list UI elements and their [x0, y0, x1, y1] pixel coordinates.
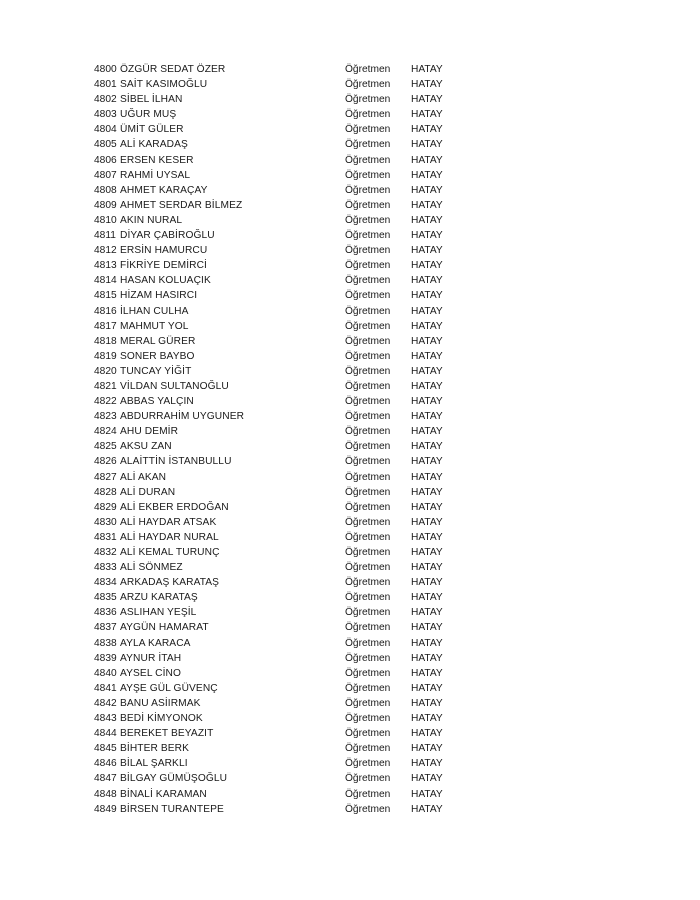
list-item	[94, 137, 454, 152]
person-city: HATAY	[411, 124, 443, 136]
list-item	[94, 620, 454, 635]
person-role: Öğretmen	[345, 622, 391, 634]
person-city: HATAY	[411, 305, 443, 317]
list-item	[94, 470, 454, 485]
person-role: Öğretmen	[345, 471, 391, 483]
person-name: BİLGAY GÜMÜŞOĞLU	[120, 773, 228, 785]
person-name: AKIN NURAL	[120, 214, 183, 226]
row-number: 4829	[94, 501, 117, 513]
person-role: Öğretmen	[345, 592, 391, 604]
list-item	[94, 92, 454, 107]
person-role: Öğretmen	[345, 124, 391, 136]
person-name: FİKRİYE DEMİRCİ	[120, 260, 207, 272]
list-item	[94, 560, 454, 575]
person-city: HATAY	[411, 350, 443, 362]
list-item	[94, 424, 454, 439]
row-number: 4812	[94, 245, 117, 257]
person-role: Öğretmen	[345, 516, 391, 528]
person-name: ABBAS YALÇIN	[120, 396, 194, 408]
list-item	[94, 530, 454, 545]
person-city: HATAY	[411, 773, 443, 785]
list-item	[94, 62, 454, 77]
person-role: Öğretmen	[345, 199, 391, 211]
row-number: 4825	[94, 441, 117, 453]
list-item	[94, 349, 454, 364]
person-role: Öğretmen	[345, 290, 391, 302]
row-number: 4823	[94, 411, 117, 423]
list-item	[94, 107, 454, 122]
row-number: 4804	[94, 124, 117, 136]
person-name: İLHAN CULHA	[120, 305, 189, 317]
person-city: HATAY	[411, 471, 443, 483]
row-number: 4817	[94, 320, 117, 332]
row-number: 4828	[94, 486, 117, 498]
row-number: 4816	[94, 305, 117, 317]
row-number: 4810	[94, 214, 117, 226]
person-name: ALİ AKAN	[120, 471, 167, 483]
person-role: Öğretmen	[345, 562, 391, 574]
row-number: 4849	[94, 803, 117, 815]
person-city: HATAY	[411, 667, 443, 679]
list-item	[94, 787, 454, 802]
person-role: Öğretmen	[345, 154, 391, 166]
row-number: 4807	[94, 169, 117, 181]
person-name: ALİ HAYDAR NURAL	[120, 531, 219, 543]
person-name: AKSU ZAN	[120, 441, 172, 453]
person-name: MAHMUT YOL	[120, 320, 189, 332]
person-name: SAİT KASIMOĞLU	[120, 79, 208, 91]
person-city: HATAY	[411, 245, 443, 257]
person-city: HATAY	[411, 411, 443, 423]
list-item	[94, 545, 454, 560]
list-item	[94, 726, 454, 741]
list-item	[94, 696, 454, 711]
list-item	[94, 666, 454, 681]
row-number: 4802	[94, 94, 117, 106]
row-number: 4805	[94, 139, 117, 151]
person-name: ÖZGÜR SEDAT ÖZER	[120, 64, 226, 75]
person-name: ALİ SÖNMEZ	[120, 562, 183, 574]
row-number: 4834	[94, 577, 117, 589]
person-city: HATAY	[411, 803, 443, 815]
person-role: Öğretmen	[345, 637, 391, 649]
row-number: 4803	[94, 109, 117, 121]
person-name: BANU ASİIRMAK	[120, 697, 201, 709]
list-item	[94, 364, 454, 379]
person-city: HATAY	[411, 426, 443, 438]
person-city: HATAY	[411, 501, 443, 513]
person-city: HATAY	[411, 486, 443, 498]
list-item	[94, 228, 454, 243]
person-role: Öğretmen	[345, 758, 391, 770]
row-number: 4843	[94, 713, 117, 725]
list-item	[94, 515, 454, 530]
list-item	[94, 651, 454, 666]
person-role: Öğretmen	[345, 260, 391, 272]
row-number: 4837	[94, 622, 117, 634]
list-item	[94, 756, 454, 771]
person-name: ALİ KEMAL TURUNÇ	[120, 547, 220, 558]
list-item	[94, 636, 454, 651]
person-city: HATAY	[411, 547, 443, 558]
person-name: AHMET KARAÇAY	[120, 184, 208, 196]
person-name: ALİ DURAN	[120, 486, 176, 498]
person-name: ERSİN HAMURCU	[120, 245, 208, 257]
list-item	[94, 605, 454, 620]
list-item	[94, 575, 454, 590]
person-role: Öğretmen	[345, 245, 391, 257]
list-item	[94, 590, 454, 605]
list-item	[94, 741, 454, 756]
row-number: 4838	[94, 637, 117, 649]
person-name: ALİ KARADAŞ	[120, 139, 188, 151]
row-number: 4811	[94, 230, 116, 242]
person-city: HATAY	[411, 335, 443, 347]
person-name: TUNCAY YİĞİT	[120, 365, 192, 377]
person-role: Öğretmen	[345, 365, 391, 377]
list-item	[94, 802, 454, 817]
list-item	[94, 409, 454, 424]
person-name: BEREKET BEYAZIT	[120, 728, 214, 740]
person-name: UĞUR MUŞ	[120, 109, 177, 121]
list-item	[94, 334, 454, 349]
person-role: Öğretmen	[345, 79, 391, 91]
row-number: 4819	[94, 350, 117, 362]
list-item	[94, 454, 454, 469]
person-city: HATAY	[411, 154, 443, 166]
person-role: Öğretmen	[345, 743, 391, 755]
list-item	[94, 485, 454, 500]
list-item	[94, 243, 454, 258]
person-role: Öğretmen	[345, 713, 391, 725]
row-number: 4845	[94, 743, 117, 755]
person-role: Öğretmen	[345, 788, 391, 800]
person-name: VİLDAN SULTANOĞLU	[120, 380, 229, 392]
person-city: HATAY	[411, 169, 443, 181]
person-role: Öğretmen	[345, 411, 391, 423]
person-role: Öğretmen	[345, 230, 391, 242]
person-city: HATAY	[411, 199, 443, 211]
person-name: AYGÜN HAMARAT	[120, 622, 209, 634]
person-city: HATAY	[411, 713, 443, 725]
list-item	[94, 273, 454, 288]
person-name: AYŞE GÜL GÜVENÇ	[120, 682, 218, 694]
list-item	[94, 379, 454, 394]
person-city: HATAY	[411, 260, 443, 272]
person-city: HATAY	[411, 562, 443, 574]
person-city: HATAY	[411, 109, 443, 121]
list-item	[94, 500, 454, 515]
person-name: AHU DEMİR	[120, 426, 179, 438]
person-name: SİBEL İLHAN	[120, 94, 183, 106]
person-role: Öğretmen	[345, 501, 391, 513]
person-city: HATAY	[411, 758, 443, 770]
row-number: 4827	[94, 471, 117, 483]
person-city: HATAY	[411, 531, 443, 543]
person-role: Öğretmen	[345, 350, 391, 362]
person-role: Öğretmen	[345, 607, 391, 619]
person-role: Öğretmen	[345, 441, 391, 453]
list-item	[94, 681, 454, 696]
row-number: 4814	[94, 275, 117, 287]
list-item	[94, 439, 454, 454]
person-city: HATAY	[411, 682, 443, 694]
row-number: 4831	[94, 531, 117, 543]
person-city: HATAY	[411, 607, 443, 619]
person-role: Öğretmen	[345, 456, 391, 468]
person-role: Öğretmen	[345, 547, 391, 558]
person-name: RAHMİ UYSAL	[120, 169, 191, 181]
person-city: HATAY	[411, 184, 443, 196]
person-city: HATAY	[411, 652, 443, 664]
row-number: 4821	[94, 380, 117, 392]
list-item	[94, 153, 454, 168]
row-number: 4835	[94, 592, 117, 604]
person-city: HATAY	[411, 290, 443, 302]
list-item	[94, 319, 454, 334]
person-name: ALİ EKBER ERDOĞAN	[120, 501, 229, 513]
person-role: Öğretmen	[345, 652, 391, 664]
person-role: Öğretmen	[345, 728, 391, 740]
list-item	[94, 168, 454, 183]
list-item	[94, 711, 454, 726]
row-number: 4846	[94, 758, 117, 770]
person-city: HATAY	[411, 230, 443, 242]
person-name: ASLIHAN YEŞİL	[120, 607, 197, 619]
person-name: ALİ HAYDAR ATSAK	[120, 516, 217, 528]
person-role: Öğretmen	[345, 335, 391, 347]
person-role: Öğretmen	[345, 380, 391, 392]
person-name: AHMET SERDAR BİLMEZ	[120, 199, 243, 211]
row-number: 4801	[94, 79, 117, 91]
person-city: HATAY	[411, 516, 443, 528]
person-name: BİHTER BERK	[120, 743, 190, 755]
person-city: HATAY	[411, 79, 443, 91]
person-name: DİYAR ÇABİROĞLU	[120, 230, 215, 242]
person-city: HATAY	[411, 456, 443, 468]
list-item	[94, 304, 454, 319]
person-city: HATAY	[411, 275, 443, 287]
row-number: 4830	[94, 516, 117, 528]
person-role: Öğretmen	[345, 64, 391, 75]
row-number: 4809	[94, 199, 117, 211]
person-city: HATAY	[411, 94, 443, 106]
person-city: HATAY	[411, 365, 443, 377]
row-number: 4842	[94, 697, 117, 709]
person-role: Öğretmen	[345, 109, 391, 121]
person-city: HATAY	[411, 64, 443, 75]
row-number: 4818	[94, 335, 117, 347]
person-city: HATAY	[411, 577, 443, 589]
person-name: ERSEN KESER	[120, 154, 194, 166]
row-number: 4822	[94, 396, 117, 408]
person-name: BİNALİ KARAMAN	[120, 788, 207, 800]
person-name: ARKADAŞ KARATAŞ	[120, 577, 220, 589]
row-number: 4839	[94, 652, 117, 664]
person-city: HATAY	[411, 592, 443, 604]
person-role: Öğretmen	[345, 531, 391, 543]
row-number: 4815	[94, 290, 117, 302]
row-number: 4840	[94, 667, 117, 679]
person-name: BİLAL ŞARKLI	[120, 758, 188, 770]
person-name: BİRSEN TURANTEPE	[120, 803, 224, 815]
person-role: Öğretmen	[345, 139, 391, 151]
person-city: HATAY	[411, 622, 443, 634]
person-name: AYLA KARACA	[120, 637, 191, 649]
person-name: ARZU KARATAŞ	[120, 592, 198, 604]
person-name: ÜMİT GÜLER	[120, 124, 184, 136]
person-name: HASAN KOLUAÇIK	[120, 275, 211, 287]
list-item	[94, 213, 454, 228]
person-city: HATAY	[411, 214, 443, 226]
person-name: SONER BAYBO	[120, 350, 195, 362]
list-item	[94, 258, 454, 273]
person-city: HATAY	[411, 788, 443, 800]
person-role: Öğretmen	[345, 486, 391, 498]
row-number: 4808	[94, 184, 117, 196]
person-role: Öğretmen	[345, 697, 391, 709]
person-role: Öğretmen	[345, 94, 391, 106]
person-city: HATAY	[411, 396, 443, 408]
list-item	[94, 771, 454, 786]
person-role: Öğretmen	[345, 305, 391, 317]
row-number: 4813	[94, 260, 117, 272]
person-role: Öğretmen	[345, 426, 391, 438]
row-number: 4844	[94, 728, 117, 740]
person-role: Öğretmen	[345, 275, 391, 287]
person-city: HATAY	[411, 697, 443, 709]
list-item	[94, 183, 454, 198]
row-number: 4800	[94, 64, 117, 75]
person-city: HATAY	[411, 139, 443, 151]
person-role: Öğretmen	[345, 396, 391, 408]
person-name: ABDURRAHİM UYGUNER	[120, 411, 245, 423]
person-name: AYSEL CİNO	[120, 667, 182, 679]
person-role: Öğretmen	[345, 803, 391, 815]
person-city: HATAY	[411, 441, 443, 453]
list-item	[94, 77, 454, 92]
person-name: BEDİ KİMYONOK	[120, 713, 203, 725]
list-item	[94, 394, 454, 409]
row-number: 4826	[94, 456, 117, 468]
row-number: 4820	[94, 365, 117, 377]
person-city: HATAY	[411, 743, 443, 755]
person-role: Öğretmen	[345, 667, 391, 679]
person-role: Öğretmen	[345, 169, 391, 181]
row-number: 4832	[94, 547, 117, 558]
person-name: ALAİTTİN İSTANBULLU	[120, 456, 232, 468]
row-number: 4824	[94, 426, 117, 438]
row-number: 4833	[94, 562, 117, 574]
list-item	[94, 198, 454, 213]
person-city: HATAY	[411, 637, 443, 649]
list-item	[94, 122, 454, 137]
row-number: 4836	[94, 607, 117, 619]
person-city: HATAY	[411, 320, 443, 332]
person-name: AYNUR İTAH	[120, 652, 182, 664]
person-name: HİZAM HASIRCI	[120, 290, 198, 302]
personnel-list	[94, 62, 454, 817]
person-role: Öğretmen	[345, 214, 391, 226]
row-number: 4806	[94, 154, 117, 166]
person-role: Öğretmen	[345, 682, 391, 694]
person-city: HATAY	[411, 380, 443, 392]
person-name: MERAL GÜRER	[120, 335, 196, 347]
person-role: Öğretmen	[345, 320, 391, 332]
row-number: 4848	[94, 788, 117, 800]
row-number: 4847	[94, 773, 117, 785]
person-role: Öğretmen	[345, 577, 391, 589]
row-number: 4841	[94, 682, 117, 694]
person-city: HATAY	[411, 728, 443, 740]
person-role: Öğretmen	[345, 773, 391, 785]
person-role: Öğretmen	[345, 184, 391, 196]
list-item	[94, 288, 454, 303]
